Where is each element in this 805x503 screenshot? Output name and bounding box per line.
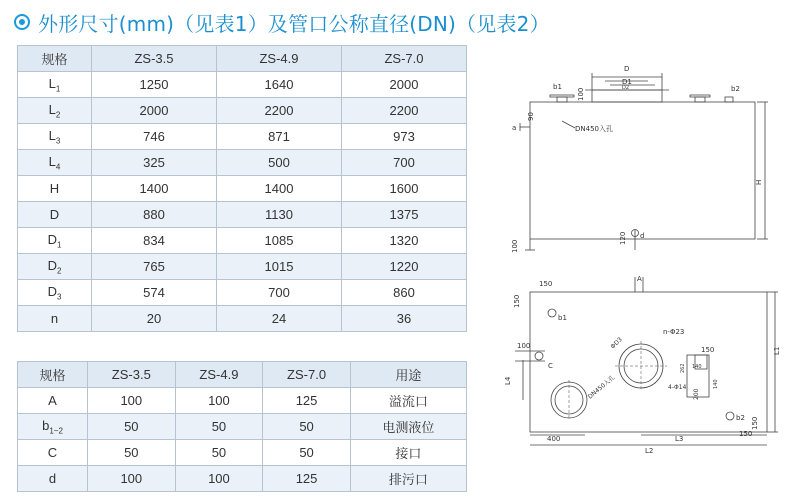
column-header: ZS-3.5: [92, 46, 217, 72]
row-label-text: A: [48, 393, 57, 408]
row-label: [18, 280, 92, 306]
circle-bullet-icon: [14, 14, 30, 30]
dimensions-table: [17, 45, 467, 332]
svg-text:H: H: [755, 179, 763, 185]
table-cell: 765: [92, 254, 217, 280]
table-row: [18, 202, 467, 228]
table-cell: 125: [263, 466, 351, 492]
svg-text:4-Φ14: 4-Φ14: [668, 384, 687, 391]
row-label: [18, 388, 88, 414]
table-cell: 36: [342, 306, 467, 332]
svg-text:ΦD3: ΦD3: [609, 336, 624, 351]
row-label-text: d: [48, 471, 57, 486]
usage-cell: 溢流口: [350, 388, 466, 414]
svg-text:140: 140: [692, 364, 702, 370]
table-cell: 860: [342, 280, 467, 306]
table-cell: 1400: [217, 176, 342, 202]
row-label-text: L: [48, 101, 56, 117]
row-label: [18, 440, 88, 466]
row-label-subscript: 3: [55, 136, 61, 146]
svg-text:100: 100: [511, 239, 519, 253]
row-label: [18, 150, 92, 176]
svg-text:L3: L3: [675, 435, 684, 443]
svg-text:D: D: [624, 65, 630, 73]
row-label-text: b: [42, 417, 50, 433]
table-row: [18, 388, 467, 414]
table-cell: 871: [217, 124, 342, 150]
row-label-subscript: 3: [56, 292, 62, 302]
table-cell: 973: [342, 124, 467, 150]
row-label-subscript: 1: [56, 240, 62, 250]
table-cell: 700: [342, 150, 467, 176]
table-cell: 1250: [92, 72, 217, 98]
table-cell: 100: [88, 388, 176, 414]
svg-text:100: 100: [577, 87, 585, 101]
svg-text:C: C: [548, 362, 553, 370]
svg-text:90: 90: [527, 112, 535, 121]
svg-text:b2: b2: [731, 85, 740, 93]
row-label-subscript: 2: [56, 266, 62, 276]
row-label: [18, 98, 92, 124]
row-label-subscript: 1~2: [49, 426, 63, 436]
table-cell: 1375: [342, 202, 467, 228]
table-cell: 100: [175, 388, 263, 414]
svg-text:b2: b2: [736, 414, 745, 422]
table-cell: 100: [88, 466, 176, 492]
usage-cell: 排污口: [350, 466, 466, 492]
table-cell: 50: [175, 440, 263, 466]
table-cell: 2000: [342, 72, 467, 98]
row-label-subscript: 2: [55, 110, 61, 120]
table-row: [18, 228, 467, 254]
svg-text:b1: b1: [553, 83, 562, 91]
table-cell: 1600: [342, 176, 467, 202]
table-header-row: [18, 46, 467, 72]
table-cell: 325: [92, 150, 217, 176]
svg-text:150: 150: [539, 280, 553, 288]
svg-text:400: 400: [547, 435, 561, 443]
title-text: 外形尺寸(mm)（见表1）及管口公称直径(DN)（见表2）: [38, 11, 550, 36]
table-row: [18, 72, 467, 98]
column-header: ZS-4.9: [217, 46, 342, 72]
table-cell: 746: [92, 124, 217, 150]
svg-text:D1: D1: [622, 78, 632, 86]
row-label-text: H: [49, 181, 60, 196]
column-header: 用途: [350, 362, 466, 388]
table-cell: 1640: [217, 72, 342, 98]
table-cell: 2000: [92, 98, 217, 124]
row-label: [18, 466, 88, 492]
svg-text:150: 150: [513, 294, 521, 308]
row-label: [18, 414, 88, 440]
row-label-subscript: 1: [55, 84, 61, 94]
svg-text:DN450入孔: DN450入孔: [575, 125, 613, 133]
row-label-text: D: [47, 283, 57, 299]
svg-text:L4: L4: [504, 376, 512, 385]
tank-top-outline: [530, 292, 767, 432]
row-label: [18, 72, 92, 98]
column-header: 规格: [18, 362, 88, 388]
table-row: [18, 254, 467, 280]
table-row: [18, 176, 467, 202]
table-row: [18, 98, 467, 124]
svg-text:d: d: [640, 232, 645, 240]
table-cell: 500: [217, 150, 342, 176]
table-cell: 1015: [217, 254, 342, 280]
table-cell: 50: [263, 440, 351, 466]
table-cell: 1085: [217, 228, 342, 254]
table-cell: 574: [92, 280, 217, 306]
table-cell: 2200: [217, 98, 342, 124]
table-row: [18, 150, 467, 176]
table-row: [18, 440, 467, 466]
table-cell: 2200: [342, 98, 467, 124]
column-header: ZS-3.5: [88, 362, 176, 388]
table-row: [18, 124, 467, 150]
table-cell: 50: [263, 414, 351, 440]
row-label-text: n: [50, 311, 59, 326]
row-label: [18, 254, 92, 280]
tank-front-outline: [530, 102, 755, 239]
row-label-text: D: [47, 257, 57, 273]
row-label-text: D: [47, 231, 57, 247]
row-label-text: D: [49, 207, 60, 222]
row-label-subscript: 4: [55, 162, 61, 172]
svg-text:L1: L1: [773, 346, 781, 355]
svg-text:150: 150: [751, 416, 759, 430]
table-body: [18, 72, 467, 332]
table-cell: 20: [92, 306, 217, 332]
table-cell: 50: [88, 414, 176, 440]
table-row: [18, 414, 467, 440]
row-label: [18, 202, 92, 228]
table-cell: 700: [217, 280, 342, 306]
table-header-row: [18, 362, 467, 388]
table-cell: 100: [175, 466, 263, 492]
svg-text:262: 262: [680, 363, 686, 373]
column-header: 规格: [18, 46, 92, 72]
table-cell: 125: [263, 388, 351, 414]
column-header: ZS-7.0: [342, 46, 467, 72]
svg-text:n-Φ23: n-Φ23: [663, 328, 685, 336]
svg-text:150: 150: [739, 430, 753, 438]
svg-text:DN450入孔: DN450入孔: [586, 374, 617, 401]
drawing-labels: [504, 65, 781, 455]
table-cell: 1130: [217, 202, 342, 228]
svg-text:L2: L2: [645, 447, 654, 455]
svg-text:140: 140: [713, 379, 719, 389]
svg-text:120: 120: [619, 231, 627, 245]
row-label-text: L: [48, 153, 56, 169]
table-cell: 1220: [342, 254, 467, 280]
table-cell: 50: [175, 414, 263, 440]
table-cell: 24: [217, 306, 342, 332]
row-label: [18, 306, 92, 332]
nozzle-table: [17, 361, 467, 492]
table-row: [18, 280, 467, 306]
table-cell: 834: [92, 228, 217, 254]
table-cell: 1320: [342, 228, 467, 254]
row-label: [18, 228, 92, 254]
svg-text:a: a: [512, 124, 517, 132]
table-row: [18, 306, 467, 332]
svg-text:100: 100: [517, 342, 531, 350]
row-label-text: L: [48, 75, 56, 91]
row-label: [18, 124, 92, 150]
row-label-text: L: [48, 127, 56, 143]
svg-text:D2: D2: [622, 85, 630, 91]
row-label-text: C: [47, 445, 58, 460]
table-cell: 880: [92, 202, 217, 228]
svg-text:200: 200: [693, 388, 700, 400]
page-title: [14, 9, 550, 35]
svg-text:A: A: [637, 275, 642, 283]
manhole-neck: [592, 90, 662, 102]
table-cell: 1400: [92, 176, 217, 202]
usage-cell: 电测液位: [350, 414, 466, 440]
table-body: [18, 388, 467, 492]
row-label: [18, 176, 92, 202]
svg-text:b1: b1: [558, 314, 567, 322]
table-cell: 50: [88, 440, 176, 466]
column-header: ZS-4.9: [175, 362, 263, 388]
table-row: [18, 466, 467, 492]
svg-text:150: 150: [701, 346, 715, 354]
usage-cell: 接口: [350, 440, 466, 466]
tank-drawing: [495, 55, 795, 500]
column-header: ZS-7.0: [263, 362, 351, 388]
